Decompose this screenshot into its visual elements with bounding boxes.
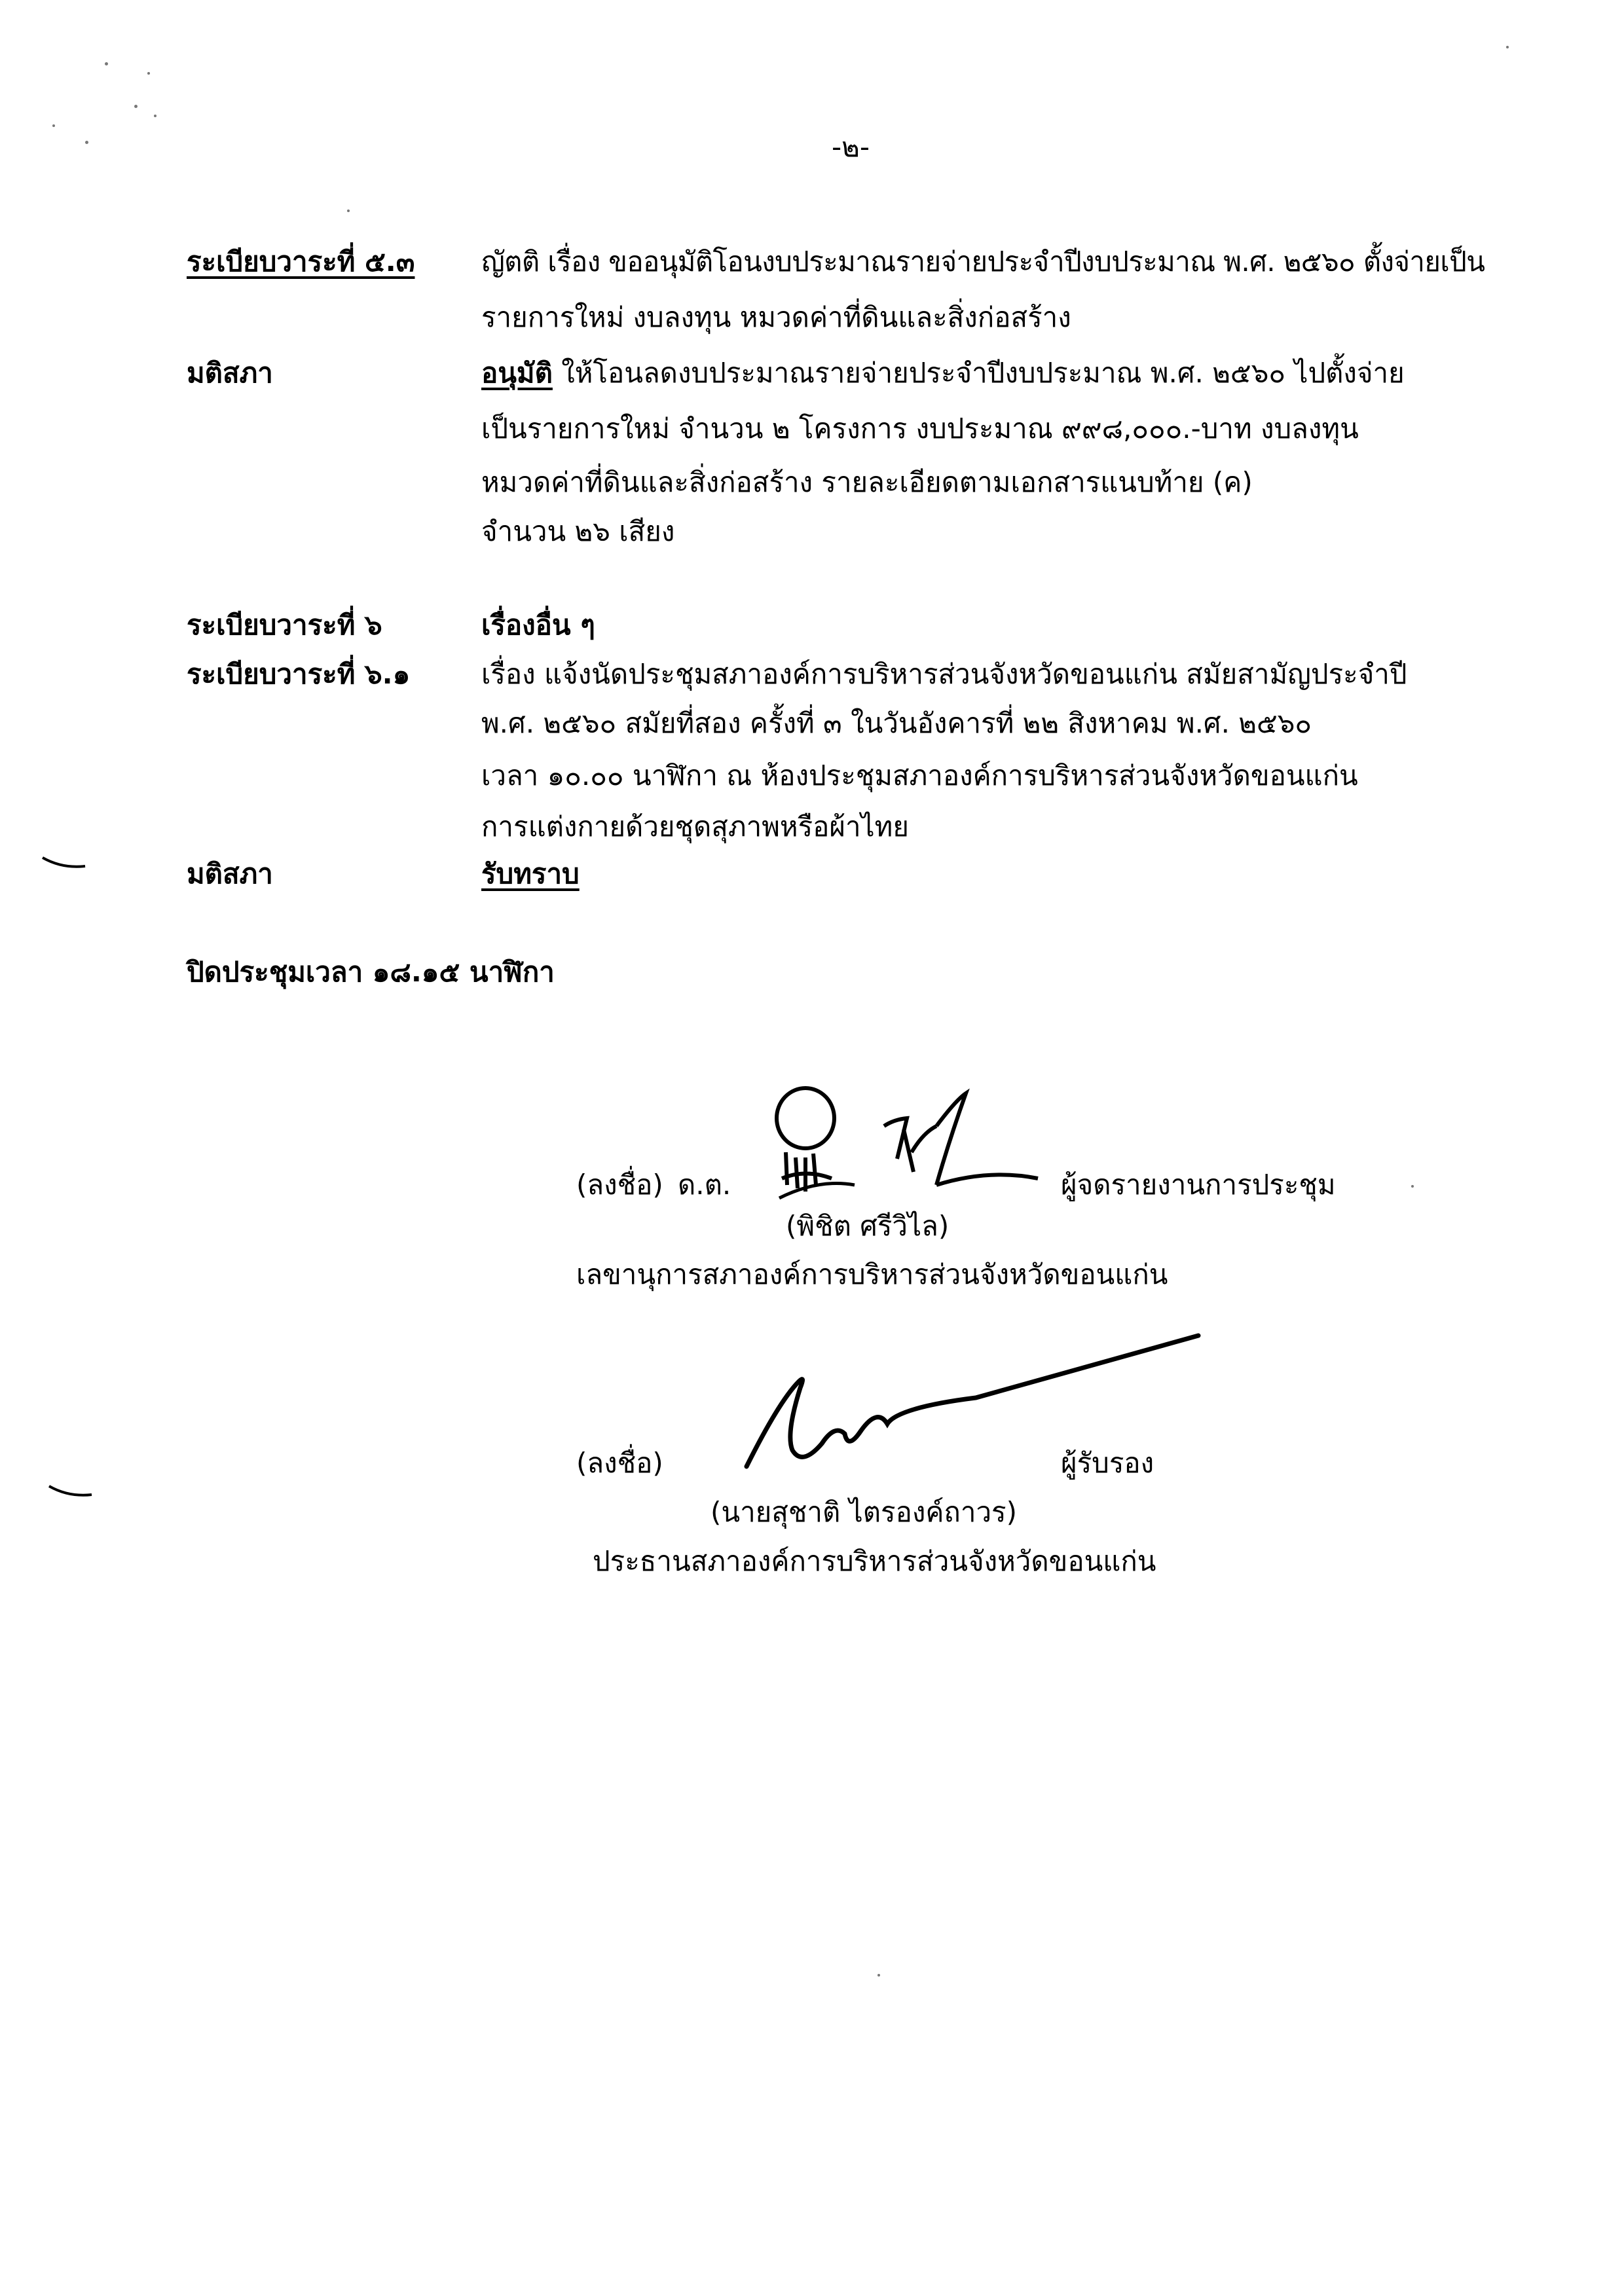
scan-mark: [46, 1483, 98, 1503]
agenda-6-1-line-4: การแต่งกายด้วยชุดสุภาพหรือผ้าไทย: [481, 811, 909, 843]
agenda-6-1-label: ระเบียบวาระที่ ๖.๑: [187, 658, 411, 690]
scan-speck: [877, 1974, 880, 1977]
signatory-1-role: ผู้จดรายงานการประชุม: [1061, 1169, 1336, 1201]
signatory-1-signed-label: (ลงชื่อ): [576, 1169, 663, 1201]
agenda-6-label: ระเบียบวาระที่ ๖: [187, 609, 382, 641]
agenda-6-1-line-2: พ.ศ. ๒๕๖๐ สมัยที่สอง ครั้งที่ ๓ ในวันอังคารที่ ๒๒ สิงหาคม พ.ศ. ๒๕๖๐: [481, 707, 1312, 739]
page-number: -๒-: [832, 131, 870, 163]
scan-speck: [347, 210, 350, 212]
signatory-1-signature: [740, 1080, 1080, 1231]
agenda-5-3-line-1: ญัตติ เรื่อง ขออนุมัติโอนงบประมาณรายจ่ายประจำปีงบประมาณ พ.ศ. ๒๕๖๐ ตั้งจ่ายเป็น: [481, 246, 1485, 278]
resolution-1-keyword: อนุมัติ: [481, 357, 553, 389]
resolution-2-text: รับทราบ: [481, 858, 580, 890]
agenda-6-1-line-3: เวลา ๑๐.๐๐ นาฬิกา ณ ห้องประชุมสภาองค์การบริหารส่วนจังหวัดขอนแก่น: [481, 759, 1358, 792]
resolution-1-label: มติสภา: [187, 357, 273, 389]
agenda-5-3-label: ระเบียบวาระที่ ๕.๓: [187, 246, 415, 278]
scan-speck: [134, 105, 138, 108]
signatory-1-title-prefix: ด.ต.: [678, 1169, 731, 1201]
agenda-6-1-line-1: เรื่อง แจ้งนัดประชุมสภาองค์การบริหารส่วนจังหวัดขอนแก่น สมัยสามัญประจำปี: [481, 658, 1407, 690]
resolution-1-line-2: เป็นรายการใหม่ จำนวน ๒ โครงการ งบประมาณ ๙๙๘,๐๐๐.-บาท งบลงทุน: [481, 412, 1359, 445]
scan-speck: [147, 72, 150, 75]
scan-speck: [105, 62, 108, 65]
scan-speck: [1506, 46, 1509, 48]
signatory-2-signed-label: (ลงชื่อ): [576, 1447, 663, 1479]
signatory-2-position: ประธานสภาองค์การบริหารส่วนจังหวัดขอนแก่น: [593, 1545, 1156, 1577]
signatory-1-name: (พิชิต ศรีวิไล): [786, 1210, 950, 1242]
resolution-1-line-1-rest: ให้โอนลดงบประมาณรายจ่ายประจำปีงบประมาณ พ.ศ. ๒๕๖๐ ไปตั้งจ่าย: [552, 357, 1405, 389]
scan-speck: [85, 141, 88, 144]
meeting-closing-time: ปิดประชุมเวลา ๑๘.๑๕ นาฬิกา: [187, 956, 555, 988]
resolution-2-label: มติสภา: [187, 858, 273, 890]
scan-speck: [154, 115, 157, 117]
signatory-2-role: ผู้รับรอง: [1061, 1447, 1154, 1479]
signatory-1-position: เลขานุการสภาองค์การบริหารส่วนจังหวัดขอนแก่น: [576, 1258, 1168, 1290]
agenda-5-3-line-2: รายการใหม่ งบลงทุน หมวดค่าที่ดินและสิ่งก่อสร้าง: [481, 301, 1071, 333]
resolution-1-line-1: [481, 357, 1405, 390]
signatory-2-name: (นายสุชาติ ไตรองค์ถาวร): [710, 1496, 1017, 1528]
scan-speck: [1411, 1185, 1414, 1188]
scan-mark: [39, 854, 92, 874]
agenda-6-text: เรื่องอื่น ๆ: [481, 609, 595, 641]
scan-speck: [52, 124, 55, 127]
resolution-1-line-4: จำนวน ๒๖ เสียง: [481, 515, 675, 547]
resolution-1-line-3: หมวดค่าที่ดินและสิ่งก่อสร้าง รายละเอียดตามเอกสารแนบท้าย (ค): [481, 466, 1253, 498]
